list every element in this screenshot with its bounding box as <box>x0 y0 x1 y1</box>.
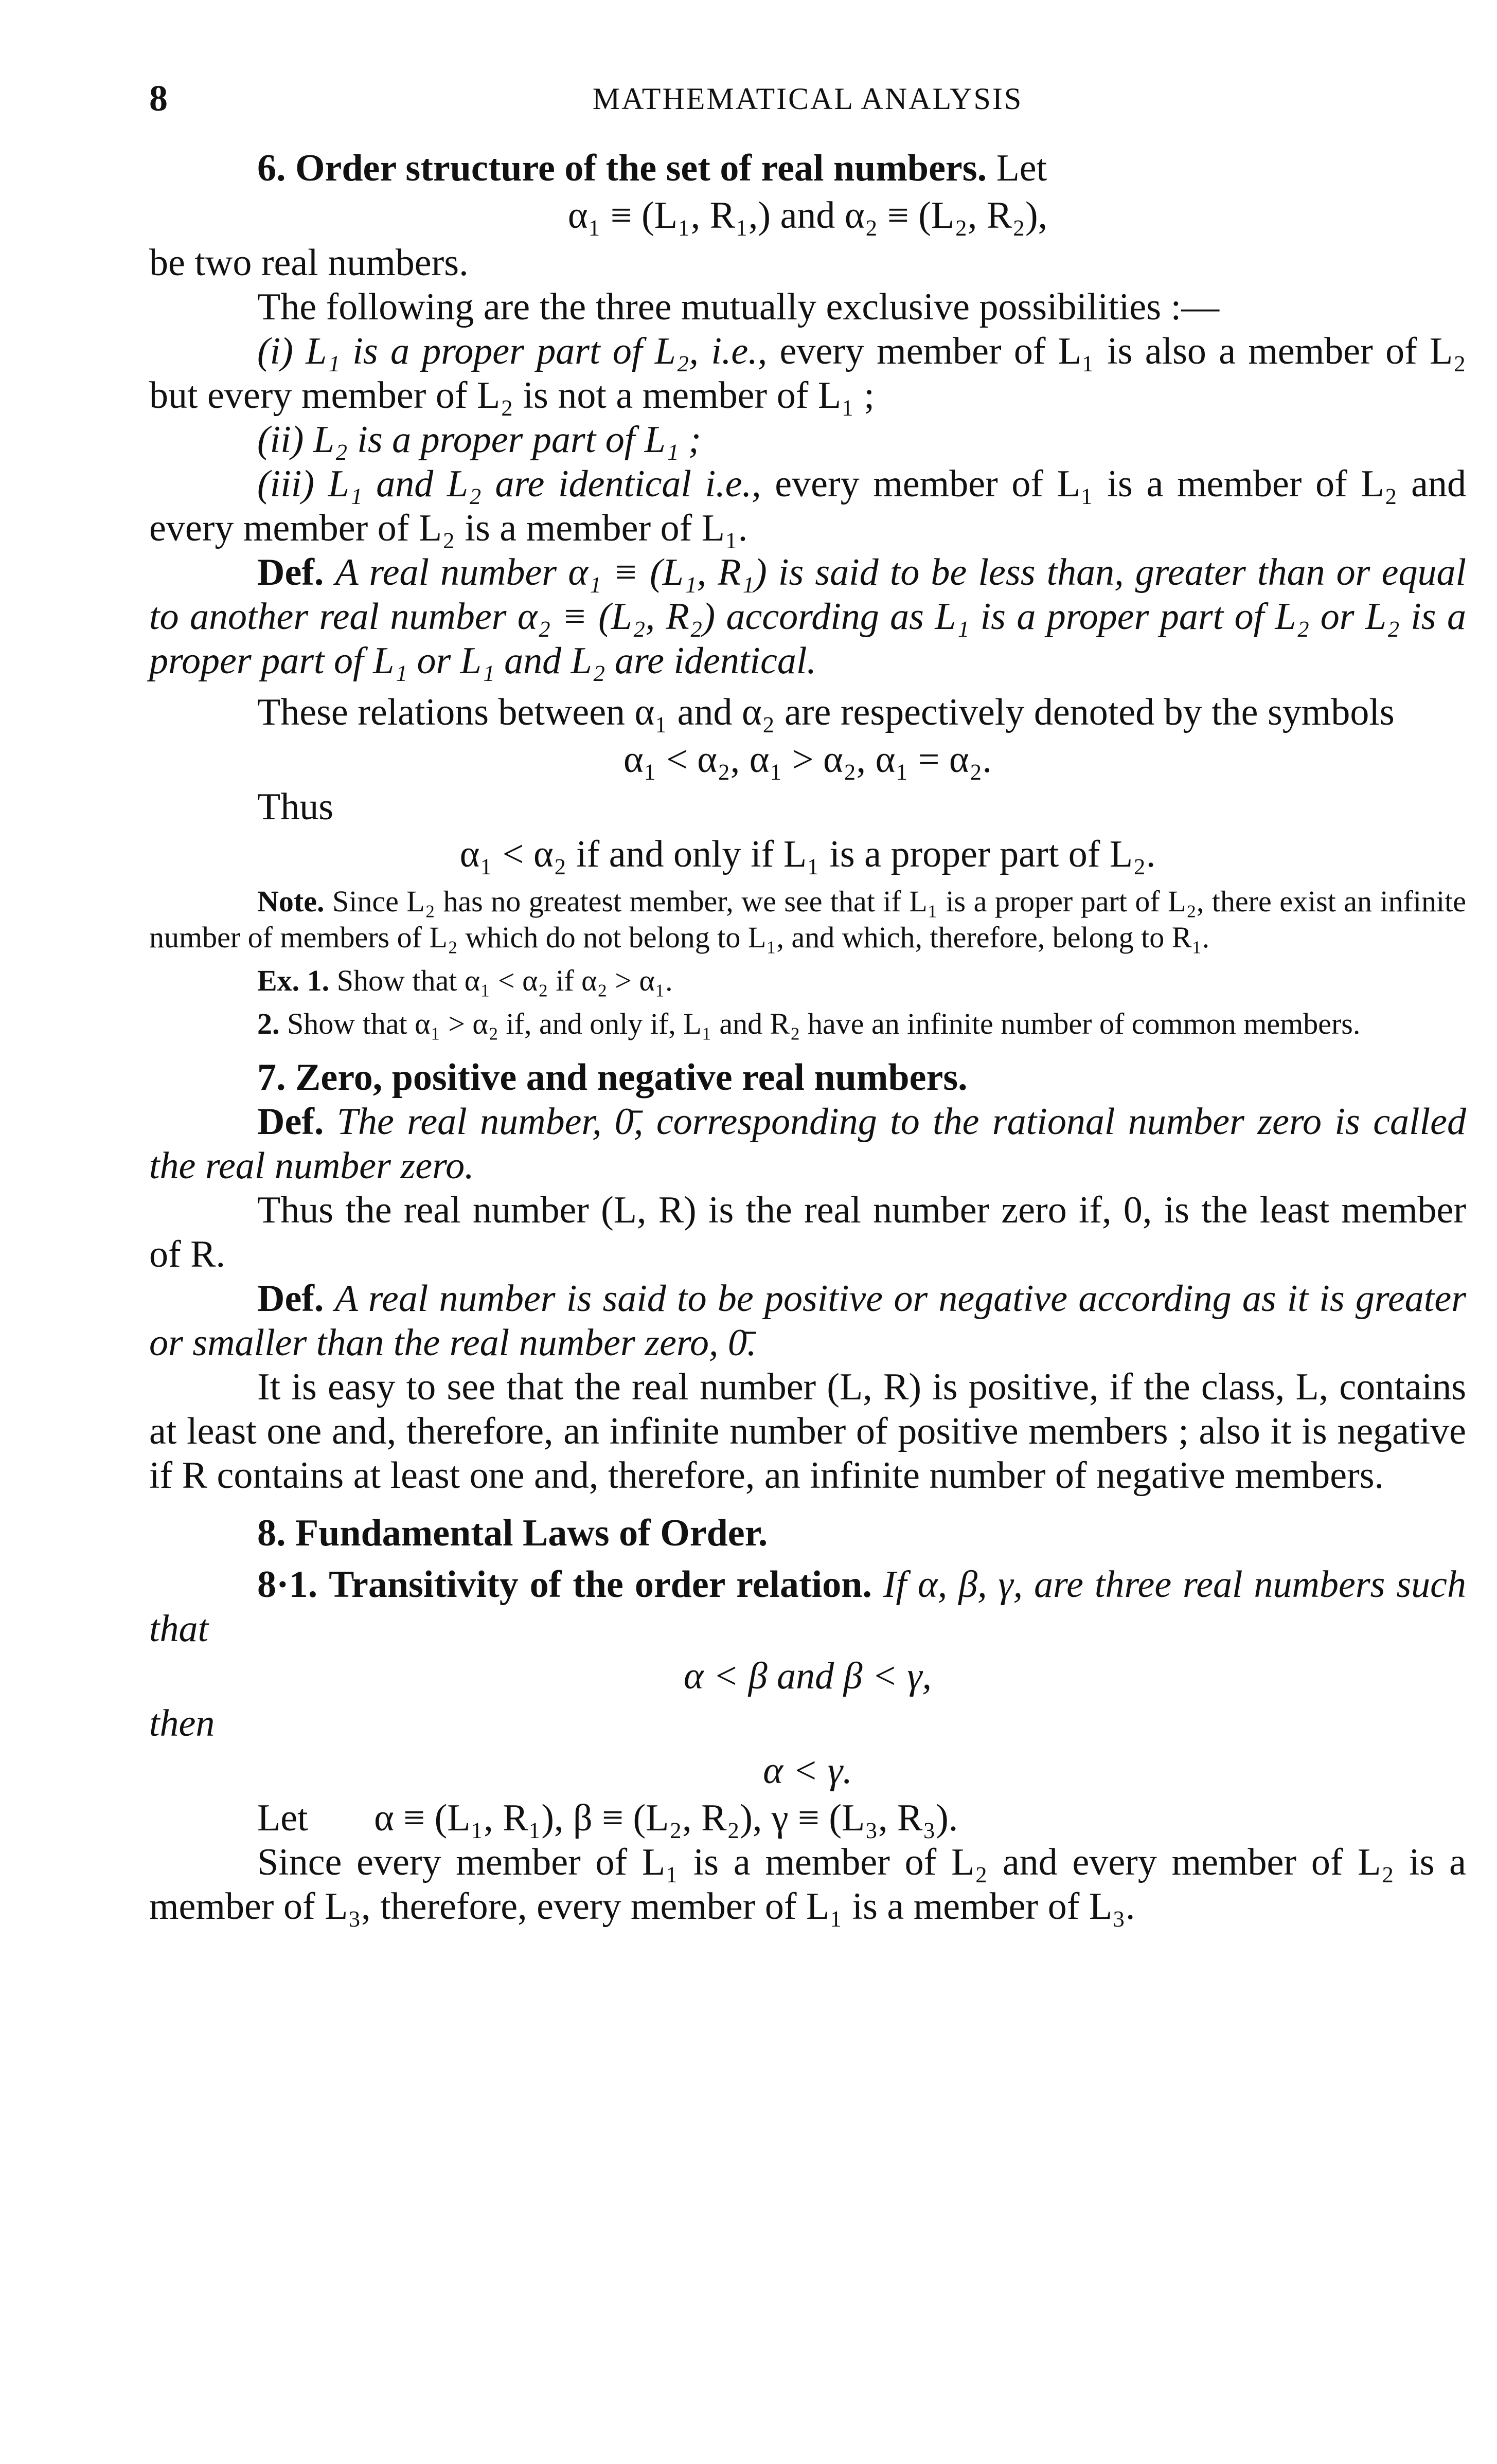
case-2-number: (ii) <box>257 419 304 461</box>
note-text: Since L₂ has no greatest member, we see that if L₁ is a proper part of L₂, there exist an infinite number of members of L₂ which do not belong to L₁, and which, therefore, belong to R₁. <box>149 885 1467 954</box>
section-6-let: Let <box>996 147 1047 189</box>
note-label: Note. <box>257 885 325 918</box>
zero-definition <box>149 1100 1466 1188</box>
running-header <box>149 77 1466 134</box>
then-label: then <box>149 1702 215 1744</box>
case-3-italic: L₁ and L₂ are identical i.e., <box>328 463 761 505</box>
transitivity-hypothesis: α < β and β < γ, <box>683 1655 932 1697</box>
order-definition <box>149 550 1466 683</box>
case-2-italic: L₂ is a proper part of L₁ ; <box>313 419 701 461</box>
note-paragraph <box>149 884 1466 956</box>
let-equation: α ≡ (L₁, R₁), β ≡ (L₂, R₂), γ ≡ (L₃, R₃). <box>374 1797 958 1839</box>
section-7-title: Zero, positive and negative real numbers. <box>295 1056 968 1099</box>
exercise-1 <box>149 963 1466 999</box>
subsection-8-1-title: Transitivity of the order relation. <box>329 1563 872 1606</box>
exercise-2-text: Show that α₁ > α₂ if, and only if, L₁ and R₂ have an infinite number of common members. <box>287 1007 1361 1040</box>
sign-paragraph: It is easy to see that the real number (L, R) is positive, if the class, L, contains at least one and, therefore, an infinite number of positive members ; also it is negative if R contains at least one and, therefore, an infinite number of negative members. <box>149 1366 1466 1497</box>
zero-definition-text: The real number, 0̄, corresponding to the rational number zero is called the real number zero. <box>149 1101 1467 1187</box>
case-3 <box>149 462 1466 550</box>
section-8-number: 8. <box>257 1512 286 1554</box>
sign-definition-text: A real number is said to be positive or negative according as it is greater or smaller than the real number zero, 0̄. <box>149 1278 1466 1364</box>
subsection-8-1 <box>149 1562 1466 1651</box>
section-6-title: Order structure of the set of real numbers. <box>295 147 987 189</box>
subsection-8-1-number: 8·1. <box>257 1563 318 1606</box>
section-6-definition-equation: α₁ ≡ (L₁, R₁,) and α₂ ≡ (L₂, R₂), <box>567 194 1048 237</box>
exercise-2 <box>149 1006 1466 1042</box>
section-7-number: 7. <box>257 1056 286 1099</box>
proof-paragraph: Since every member of L₁ is a member of L₂ and every member of L₂ is a member of L₃, therefore, every member of L₁ is a member of L₃. <box>149 1841 1466 1928</box>
section-6-number: 6. <box>257 147 286 189</box>
exercise-label: Ex. 1. <box>257 964 330 997</box>
section-7-heading <box>149 1055 1466 1100</box>
section-8-title: Fundamental Laws of Order. <box>295 1512 768 1554</box>
subsection-8-1-statement: If α, β, γ, are three real numbers such that <box>149 1563 1467 1650</box>
order-definition-text: A real number α₁ ≡ (L₁, R₁) is said to be less than, greater than or equal to another real number α₂ ≡ (L₂, R₂) according as L₁ is a proper part of L₂ or L₂ is a proper part of L₁ or L₁ and L₂ are identical. <box>149 551 1467 682</box>
section-6-line2: be two real numbers. <box>149 242 469 284</box>
case-3-number: (iii) <box>257 463 314 505</box>
case-1-rest: every member of L₁ is also a member of L₂ but every member of L₂ is not a member of L₁ ; <box>149 330 1466 417</box>
exercise-1-text: Show that α₁ < α₂ if α₂ > α₁. <box>336 964 673 997</box>
page-number: 8 <box>149 78 168 119</box>
let-label: Let <box>257 1797 308 1839</box>
case-2 <box>149 418 1466 462</box>
sign-definition <box>149 1276 1466 1365</box>
case-3-rest: every member of L₁ is a member of L₂ and every member of L₂ is a member of L₁. <box>149 463 1466 549</box>
case-1-number: (i) <box>257 330 293 372</box>
running-title: MATHEMATICAL ANALYSIS <box>592 82 1023 116</box>
exercise-2-number: 2. <box>257 1007 280 1040</box>
thus-label: Thus <box>257 786 333 828</box>
transitivity-conclusion: α < γ. <box>763 1750 852 1792</box>
iff-statement: α₁ < α₂ if and only if L₁ is a proper part of L₂. <box>459 833 1156 875</box>
section-6-heading <box>149 146 1466 190</box>
case-1-italic: L₁ is a proper part of L₂, i.e., <box>306 330 768 372</box>
relation-symbols: α₁ < α₂, α₁ > α₂, α₁ = α₂. <box>623 739 992 781</box>
case-1 <box>149 329 1466 418</box>
order-definition-label: Def. <box>257 551 324 593</box>
sign-definition-label: Def. <box>257 1278 324 1320</box>
relations-paragraph: These relations between α₁ and α₂ are respectively denoted by the symbols <box>257 691 1395 733</box>
let-line <box>149 1796 1466 1840</box>
zero-definition-label: Def. <box>257 1101 324 1143</box>
section-8-heading <box>149 1511 1466 1555</box>
zero-paragraph: Thus the real number (L, R) is the real number zero if, 0, is the least member of R. <box>149 1189 1466 1275</box>
possibilities-intro: The following are the three mutually exclusive possibilities :— <box>257 286 1220 328</box>
